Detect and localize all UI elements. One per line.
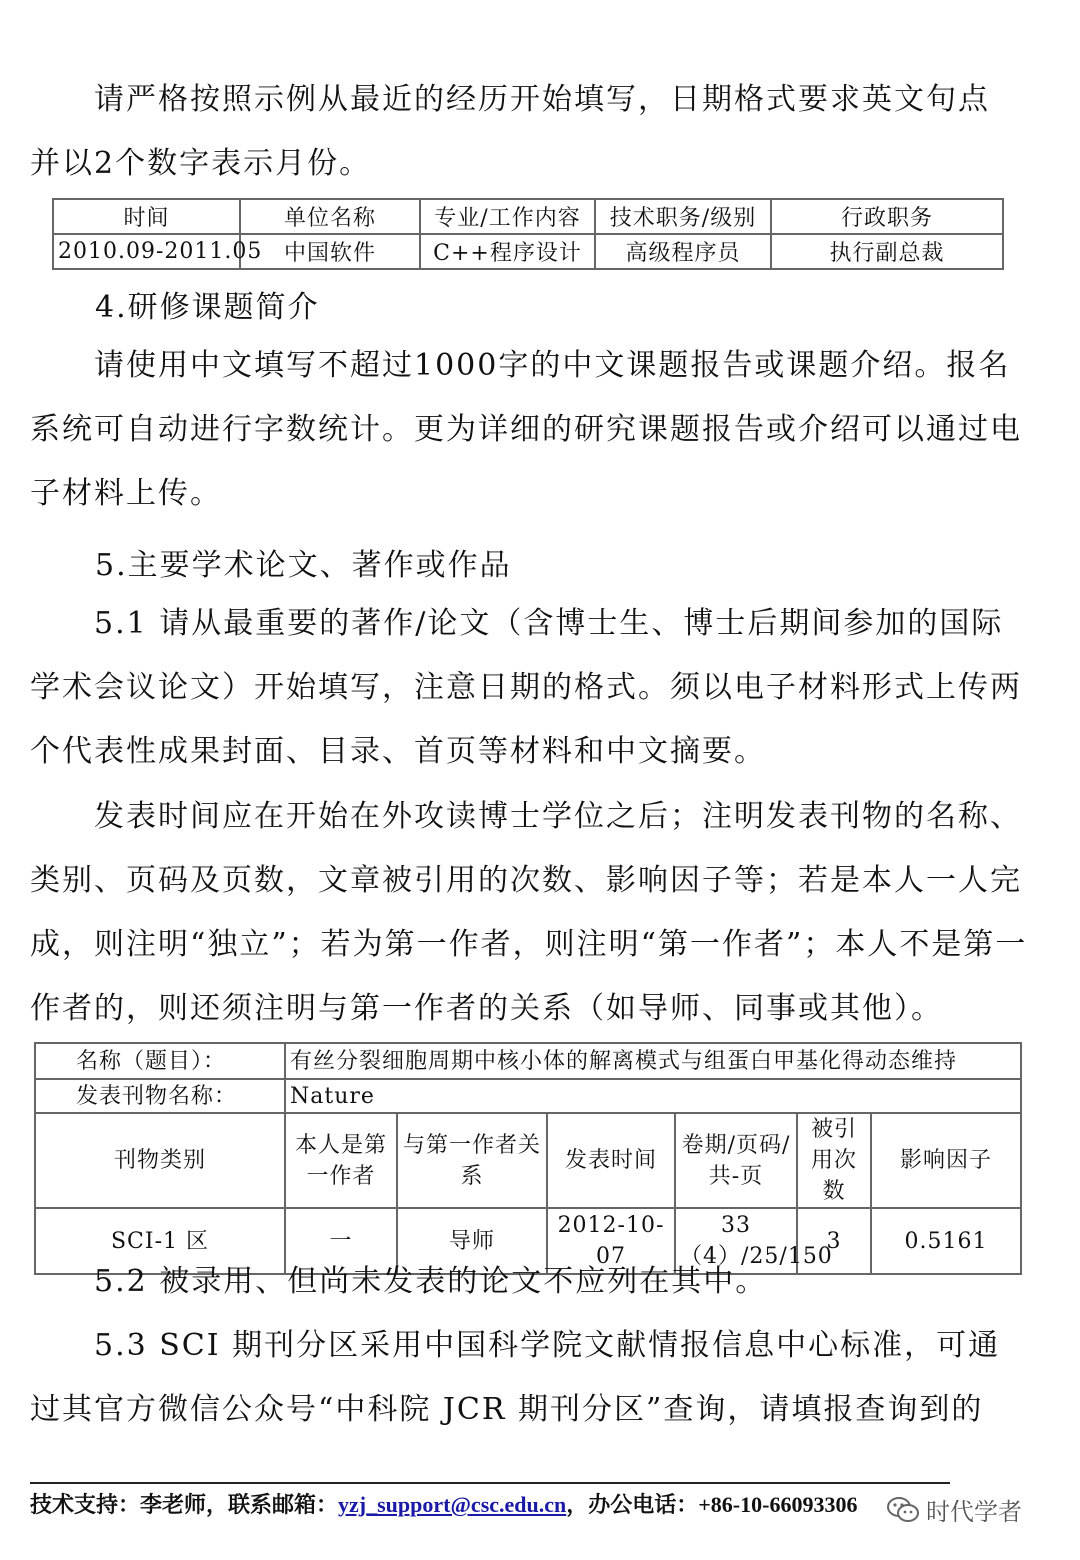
header-unit: 单位名称 bbox=[240, 199, 420, 234]
cell-citations: 3 bbox=[797, 1208, 871, 1274]
intro-line-1: 请严格按照示例从最近的经历开始填写，日期格式要求英文句点 bbox=[94, 82, 990, 117]
section-5-3-text: 5.3 SCI 期刊分区采用中国科学院文献情报信息中心标准，可通过其官方微信公众号“中科院 JCR 期刊分区”查询，请填报查询到的 bbox=[30, 1328, 1001, 1427]
experience-table bbox=[52, 198, 1004, 270]
paper-title-value: 有丝分裂细胞周期中核小体的解离模式与组蛋白甲基化得动态维持 bbox=[285, 1043, 1021, 1079]
intro-line-2: 并以2个数字表示月份。 bbox=[30, 146, 372, 181]
section-4-heading: 4.研修课题简介 bbox=[95, 290, 320, 325]
section-5-1-text: 5.1 请从最重要的著作/论文（含博士生、博士后期间参加的国际学术会议论文）开始填写，注意日期的格式。须以电子材料形式上传两个代表性成果封面、目录、首页等材料和中文摘要。 bbox=[30, 606, 1022, 769]
header-citations: 被引用次数 bbox=[797, 1113, 871, 1208]
header-position: 行政职务 bbox=[771, 199, 1003, 234]
journal-label: 发表刊物名称： bbox=[35, 1079, 285, 1113]
paper-table bbox=[34, 1042, 1022, 1275]
cell-title: 高级程序员 bbox=[595, 234, 771, 269]
section-5-2-paragraph bbox=[30, 1250, 1030, 1314]
header-title: 技术职务/级别 bbox=[595, 199, 771, 234]
wechat-icon bbox=[886, 1495, 920, 1525]
cell-pub-date: 2012-10-07 bbox=[547, 1208, 675, 1274]
section-5-3-paragraph bbox=[30, 1314, 1030, 1442]
watermark-text: 时代学者 bbox=[926, 1498, 1022, 1526]
watermark bbox=[880, 1490, 1028, 1529]
header-relation: 与第一作者关系 bbox=[397, 1113, 547, 1208]
table-header-row bbox=[53, 199, 1003, 234]
header-work: 专业/工作内容 bbox=[420, 199, 595, 234]
header-impact-factor: 影响因子 bbox=[871, 1113, 1021, 1208]
section-5-heading: 5.主要学术论文、著作或作品 bbox=[95, 548, 512, 583]
footer-divider bbox=[30, 1482, 950, 1484]
header-journal-category: 刊物类别 bbox=[35, 1113, 285, 1208]
cell-position: 执行副总裁 bbox=[771, 234, 1003, 269]
header-time: 时间 bbox=[53, 199, 240, 234]
header-pub-date: 发表时间 bbox=[547, 1113, 675, 1208]
cell-volume-pages: 33（4）/25/150 bbox=[675, 1208, 797, 1274]
cell-first-author: 一 bbox=[285, 1208, 397, 1274]
paper-title-row bbox=[35, 1043, 1021, 1079]
table-row bbox=[53, 234, 1003, 269]
cell-journal-category: SCI-1 区 bbox=[35, 1208, 285, 1274]
footer-prefix: 技术支持：李老师，联系邮箱： bbox=[30, 1492, 339, 1517]
header-first-author: 本人是第一作者 bbox=[285, 1113, 397, 1208]
section-4-text: 请使用中文填写不超过1000字的中文课题报告或课题介绍。报名系统可自动进行字数统计。更为详细的研究课题报告或介绍可以通过电子材料上传。 bbox=[30, 348, 1022, 511]
section-4-body bbox=[30, 334, 1030, 526]
section-5-1-paragraph bbox=[30, 592, 1030, 784]
cell-unit: 中国软件 bbox=[240, 234, 420, 269]
cell-work: C++程序设计 bbox=[420, 234, 595, 269]
cell-time: 2010.09-2011.05 bbox=[53, 234, 240, 269]
footer bbox=[30, 1488, 857, 1519]
section-5-2-text: 5.2 被录用、但尚未发表的论文不应列在其中。 bbox=[94, 1264, 768, 1299]
publication-rules-text: 发表时间应在开始在外攻读博士学位之后；注明发表刊物的名称、类别、页码及页数，文章被引用的次数、影响因子等；若是本人一人完成，则注明“独立”；若为第一作者，则注明“第一作者”；本人不是第一作者的，则还须注明与第一作者的关系（如导师、同事或其他）。 bbox=[30, 799, 1028, 1026]
journal-value: Nature bbox=[285, 1079, 1021, 1113]
publication-rules-paragraph bbox=[30, 785, 1030, 1041]
header-volume-pages: 卷期/页码/共-页 bbox=[675, 1113, 797, 1208]
paper-title-label: 名称（题目）： bbox=[35, 1043, 285, 1079]
footer-suffix: ，办公电话：+86-10-66093306 bbox=[566, 1492, 858, 1517]
cell-impact-factor: 0.5161 bbox=[871, 1208, 1021, 1274]
intro-paragraph bbox=[30, 68, 1030, 196]
paper-header-row bbox=[35, 1113, 1021, 1208]
support-email-link[interactable]: yzj_support@csc.edu.cn bbox=[338, 1492, 567, 1517]
cell-relation: 导师 bbox=[397, 1208, 547, 1274]
journal-row bbox=[35, 1079, 1021, 1113]
